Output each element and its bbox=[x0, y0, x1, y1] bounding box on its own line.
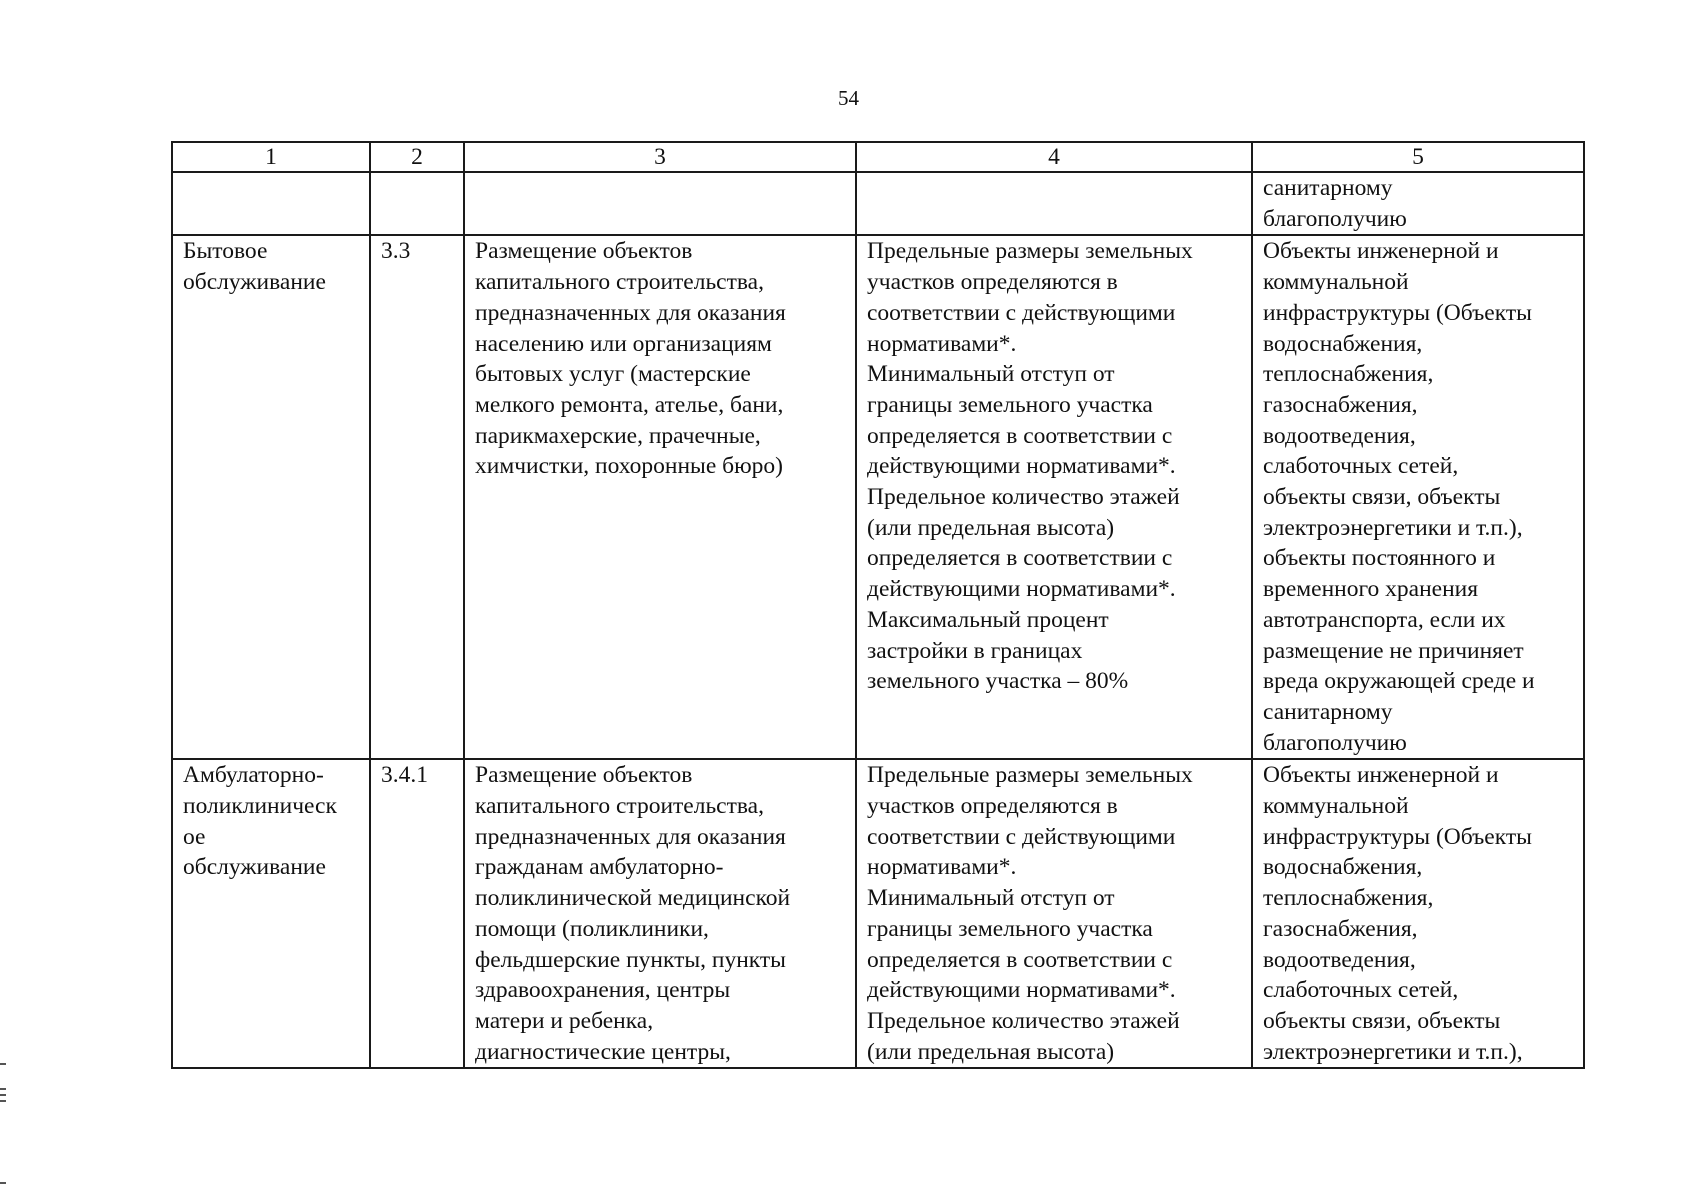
cont-line: санитарному bbox=[1263, 175, 1393, 201]
cell-parameters: Предельные размеры земельных участков определяются в соответствии с действующими нормативами*. Минимальный отступ от границы земельного участка определяется в соответствии с действующими нормативами*. Предельное количество этажей (или предельная высота) bbox=[856, 759, 1252, 1068]
cell-use-name: Бытовое обслуживание bbox=[172, 235, 370, 759]
continuation-row bbox=[172, 172, 1584, 235]
cell-description: Размещение объектов капитального строительства, предназначенных для оказания населению или организациям бытовых услуг (мастерские мелкого ремонта, ателье, бани, парикмахерские, прачечные, химчистки, похоронные бюро) bbox=[464, 235, 856, 759]
cell-description: Размещение объектов капитального строительства, предназначенных для оказания гражданам амбулаторно- поликлинической медицинской помощи (поликлиники, фельдшерские пункты, пункты здравоохранения, центры матери и ребенка, диагностические центры, bbox=[464, 759, 856, 1068]
header-cell-4: 4 bbox=[856, 142, 1252, 172]
cont-cell-1 bbox=[172, 172, 370, 235]
cell-auxiliary-uses: Объекты инженерной и коммунальной инфраструктуры (Объекты водоснабжения, теплоснабжения, газоснабжения, водоотведения, слаботочных сетей, объекты связи, объекты электроэнергетики и т.п.), bbox=[1252, 759, 1584, 1068]
cont-cell-4 bbox=[856, 172, 1252, 235]
header-cell-2: 2 bbox=[370, 142, 464, 172]
scan-mark bbox=[0, 1094, 6, 1096]
cell-code: 3.3 bbox=[370, 235, 464, 759]
table-row-household-services bbox=[172, 235, 1584, 759]
scan-mark bbox=[0, 1088, 6, 1090]
cell-use-name: Амбулаторно- поликлиническ ое обслуживание bbox=[172, 759, 370, 1068]
table-header-row bbox=[172, 142, 1584, 172]
cont-line: благополучию bbox=[1263, 205, 1407, 232]
cont-cell-5 bbox=[1252, 172, 1584, 235]
cell-code: 3.4.1 bbox=[370, 759, 464, 1068]
table-row-outpatient-care bbox=[172, 759, 1584, 1068]
header-cell-5: 5 bbox=[1252, 142, 1584, 172]
cont-cell-2 bbox=[370, 172, 464, 235]
page-number: 54 bbox=[838, 86, 859, 110]
header-cell-3: 3 bbox=[464, 142, 856, 172]
header-cell-1: 1 bbox=[172, 142, 370, 172]
scan-mark bbox=[0, 1100, 6, 1102]
zoning-table bbox=[171, 141, 1585, 1069]
scan-mark bbox=[0, 1182, 6, 1184]
cell-auxiliary-uses: Объекты инженерной и коммунальной инфраструктуры (Объекты водоснабжения, теплоснабжения, газоснабжения, водоотведения, слаботочных сетей, объекты связи, объекты электроэнергетики и т.п.), объекты постоянного и временного хранения автотранспорта, если их размещение не причиняет вреда окружающей среде и санитарному благополучию bbox=[1252, 235, 1584, 759]
cell-parameters: Предельные размеры земельных участков определяются в соответствии с действующими нормативами*. Минимальный отступ от границы земельного участка определяется в соответствии с действующими нормативами*. Предельное количество этажей (или предельная высота) определяется в соответствии с действующими нормативами*. Максимальный процент застройки в границах земельного участка – 80% bbox=[856, 235, 1252, 759]
scan-mark bbox=[0, 1063, 6, 1065]
cont-cell-3 bbox=[464, 172, 856, 235]
